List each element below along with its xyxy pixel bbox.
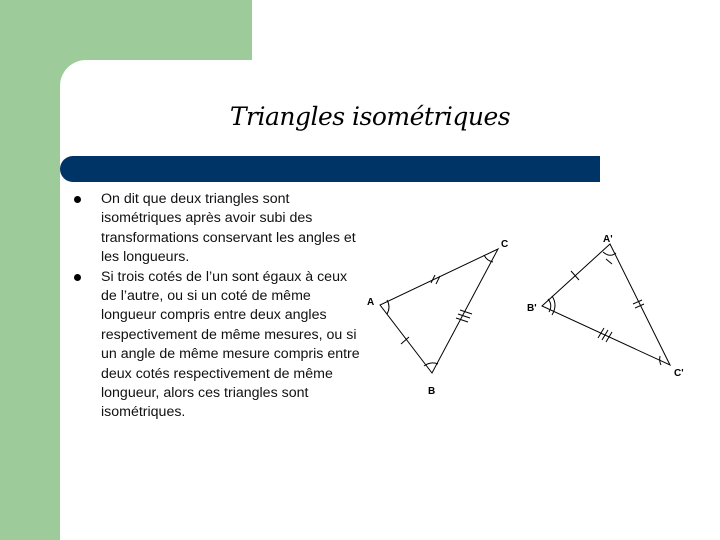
bullet-item (74, 190, 364, 268)
bullet-text: Si trois cotés de l’un sont égaux à ceux de l’autre, ou si un coté de même longueur compris entre deux angles respectivement de même mesures, ou si un angle de même mesure compris entre deux cotés respectivement de même longueur, alors ces triangles sont isométriques. (101, 268, 360, 421)
vertex-a-prime-label: A' (603, 234, 613, 245)
title-underline-bar (60, 156, 600, 182)
decor-green-left (0, 0, 60, 540)
triangle-abc (380, 249, 498, 373)
bullet-icon (74, 274, 81, 281)
vertex-a-label: A (367, 297, 375, 308)
vertex-c-label: C (501, 239, 509, 250)
bullet-icon (74, 196, 81, 203)
vertex-c-prime-label: C' (674, 368, 684, 379)
bullet-list (74, 190, 364, 423)
bullet-item (74, 268, 364, 423)
triangle-abc-prime (542, 244, 670, 365)
isometric-triangles-figure (360, 228, 700, 403)
vertex-b-prime-label: B' (527, 303, 537, 314)
vertex-b-label: B (428, 386, 436, 397)
bullet-text: On dit que deux triangles sont isométriques après avoir subi des transformations conservant les angles et les longueurs. (101, 191, 356, 266)
slide-title: Triangles isométriques (229, 102, 511, 131)
